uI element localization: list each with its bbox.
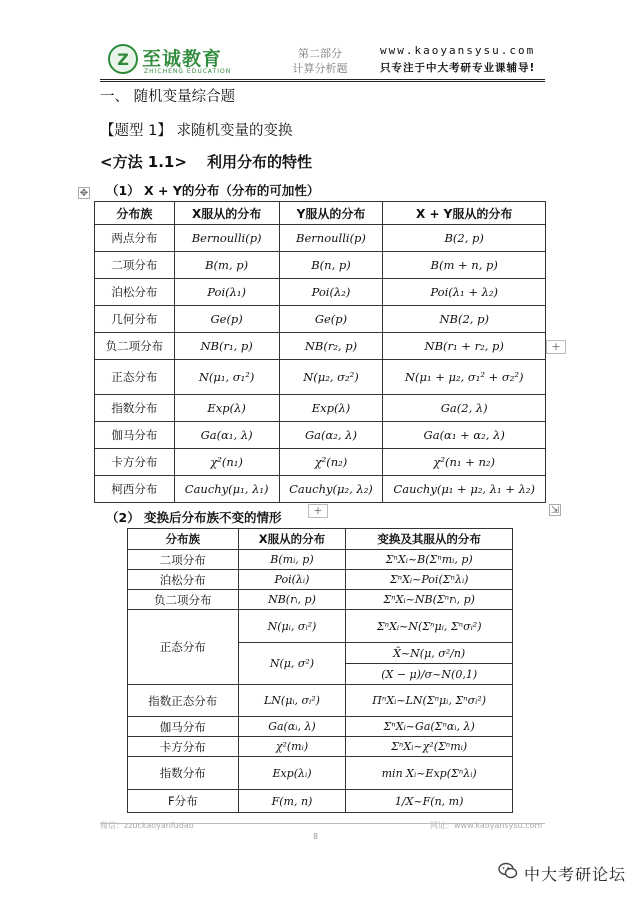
table-move-handle-icon[interactable]: ✥ xyxy=(79,188,89,199)
method-title-text: 利用分布的特性 xyxy=(206,153,312,171)
table-cell: NB(rᵢ, p) xyxy=(238,590,346,610)
table-row xyxy=(128,737,513,757)
table-cell: 卡方分布 xyxy=(95,449,175,476)
table-cell: ΠⁿXᵢ~LN(Σⁿμᵢ, Σⁿσᵢ²) xyxy=(346,685,513,717)
part1-title: （1） X + Y的分布（分布的可加性） xyxy=(106,183,320,198)
table-header-cell: X + Y服从的分布 xyxy=(383,202,546,225)
table-row xyxy=(95,306,546,333)
table-header-cell: 变换及其服从的分布 xyxy=(346,529,513,550)
table-cell: N(μ₁, σ₁²) xyxy=(174,360,279,395)
table-cell: 指数分布 xyxy=(95,395,175,422)
additivity-table xyxy=(94,201,546,503)
table-cell: 正态分布 xyxy=(95,360,175,395)
header-slogan: 只专注于中大考研专业课辅导! xyxy=(380,62,536,74)
table-row xyxy=(95,360,546,395)
table-row xyxy=(128,610,513,643)
table-cell: (X − μ)/σ~N(0,1) xyxy=(346,664,513,685)
table-cell: 正态分布 xyxy=(128,610,239,685)
logo-name: 至诚教育 xyxy=(142,48,223,70)
table-cell: ΣⁿXᵢ~NB(Σⁿrᵢ, p) xyxy=(346,590,513,610)
table-row xyxy=(95,422,546,449)
table-cell: B(mᵢ, p) xyxy=(238,550,346,570)
table-cell: χ²(n₂) xyxy=(279,449,383,476)
table-cell: Poi(λ₁) xyxy=(174,279,279,306)
page-number: 8 xyxy=(313,832,319,841)
table-cell: Poi(λ₂) xyxy=(279,279,383,306)
table-cell: N(μ₂, σ₂²) xyxy=(279,360,383,395)
table-cell: 几何分布 xyxy=(95,306,175,333)
table-row xyxy=(95,395,546,422)
logo-icon: Z xyxy=(108,44,138,74)
table-cell: B(m, p) xyxy=(174,252,279,279)
table-header-cell: Y服从的分布 xyxy=(279,202,383,225)
header-divider xyxy=(100,79,545,80)
footer-divider xyxy=(100,823,545,824)
table-row xyxy=(128,570,513,590)
table-cell: 指数分布 xyxy=(128,757,239,790)
table-cell: F分布 xyxy=(128,790,239,813)
table-cell: χ²(mᵢ) xyxy=(238,737,346,757)
closure-table xyxy=(127,528,513,813)
header-divider-2 xyxy=(100,81,545,82)
section-title: 一、 随机变量综合题 xyxy=(100,89,236,105)
table-cell: 伽马分布 xyxy=(128,717,239,737)
table-cell: F(m, n) xyxy=(238,790,346,813)
table-cell: NB(2, p) xyxy=(383,306,546,333)
footer-website: 网址：www.kaoyansysu.com xyxy=(430,821,543,830)
method-title xyxy=(100,151,312,172)
header-part-label: 第二部分 xyxy=(298,47,342,60)
table-cell: 指数正态分布 xyxy=(128,685,239,717)
table-header-cell: X服从的分布 xyxy=(238,529,346,550)
table-row xyxy=(128,790,513,813)
table-cell: 负二项分布 xyxy=(128,590,239,610)
table-cell: Ga(2, λ) xyxy=(383,395,546,422)
table-cell: Cauchy(μ₂, λ₂) xyxy=(279,476,383,503)
method-title-prefix: <方法 1.1> xyxy=(100,153,187,171)
table-resize-icon[interactable]: ⇲ xyxy=(550,505,560,516)
table-header-row xyxy=(128,529,513,550)
topic-title: 【题型 1】 求随机变量的变换 xyxy=(100,123,293,139)
header-url: www.kaoyansysu.com xyxy=(380,44,536,57)
wechat-icon xyxy=(498,862,518,880)
table-row xyxy=(95,252,546,279)
table-cell: N(μ, σ²) xyxy=(238,643,346,685)
table-cell: Cauchy(μ₁, λ₁) xyxy=(174,476,279,503)
table-row xyxy=(95,333,546,360)
table-cell: Bernoulli(p) xyxy=(174,225,279,252)
table-cell: N(μ₁ + μ₂, σ₁² + σ₂²) xyxy=(383,360,546,395)
table-row xyxy=(128,550,513,570)
table-cell: min Xᵢ~Exp(Σⁿλᵢ) xyxy=(346,757,513,790)
table-cell: ΣⁿXᵢ~Poi(Σⁿλᵢ) xyxy=(346,570,513,590)
table-cell: NB(r₁ + r₂, p) xyxy=(383,333,546,360)
table-cell: 两点分布 xyxy=(95,225,175,252)
table-cell: 1/X~F(n, m) xyxy=(346,790,513,813)
table-cell: 卡方分布 xyxy=(128,737,239,757)
table-cell: Ge(p) xyxy=(279,306,383,333)
table-cell: 泊松分布 xyxy=(95,279,175,306)
table-cell: ΣⁿXᵢ~N(Σⁿμᵢ, Σⁿσᵢ²) xyxy=(346,610,513,643)
table-cell: X̄~N(μ, σ²/n) xyxy=(346,643,513,664)
table-row xyxy=(95,476,546,503)
table-cell: Exp(λ) xyxy=(174,395,279,422)
table-cell: Poi(λᵢ) xyxy=(238,570,346,590)
table-row xyxy=(128,590,513,610)
table-row xyxy=(128,717,513,737)
header-part-title: 计算分析题 xyxy=(292,62,348,75)
table-cell: 伽马分布 xyxy=(95,422,175,449)
table-cell: 二项分布 xyxy=(95,252,175,279)
add-column-icon[interactable]: + xyxy=(546,340,566,354)
table-cell: ΣⁿXᵢ~Ga(Σⁿαᵢ, λ) xyxy=(346,717,513,737)
table-cell: Poi(λ₁ + λ₂) xyxy=(383,279,546,306)
table-cell: 泊松分布 xyxy=(128,570,239,590)
part2-title: （2） 变换后分布族不变的情形 xyxy=(106,510,282,525)
logo-subtitle: ZHICHENG EDUCATION xyxy=(144,68,232,75)
table-cell: B(2, p) xyxy=(383,225,546,252)
table-cell: 柯西分布 xyxy=(95,476,175,503)
table-cell: LN(μᵢ, σᵢ²) xyxy=(238,685,346,717)
table-cell: N(μᵢ, σᵢ²) xyxy=(238,610,346,643)
table-cell: ΣⁿXᵢ~B(Σⁿmᵢ, p) xyxy=(346,550,513,570)
watermark-text: 中大考研论坛 xyxy=(524,865,627,884)
table-row xyxy=(95,225,546,252)
add-row-icon[interactable]: + xyxy=(308,504,328,518)
table-header-row xyxy=(95,202,546,225)
header-part xyxy=(270,46,370,76)
table-cell: B(n, p) xyxy=(279,252,383,279)
table-cell: χ²(n₁ + n₂) xyxy=(383,449,546,476)
table-header-cell: 分布族 xyxy=(128,529,239,550)
table-cell: Exp(λ) xyxy=(279,395,383,422)
table-cell: 负二项分布 xyxy=(95,333,175,360)
table-cell: 二项分布 xyxy=(128,550,239,570)
table-cell: Exp(λᵢ) xyxy=(238,757,346,790)
table-cell: Ga(α₁ + α₂, λ) xyxy=(383,422,546,449)
table-cell: Bernoulli(p) xyxy=(279,225,383,252)
table-cell: Ga(αᵢ, λ) xyxy=(238,717,346,737)
table-cell: Cauchy(μ₁ + μ₂, λ₁ + λ₂) xyxy=(383,476,546,503)
table-row xyxy=(95,279,546,306)
footer-wechat: 微信：zzuckaoyanfudao xyxy=(100,821,194,830)
table-cell: ΣⁿXᵢ~χ²(Σⁿmᵢ) xyxy=(346,737,513,757)
table-cell: NB(r₂, p) xyxy=(279,333,383,360)
table-header-cell: X服从的分布 xyxy=(174,202,279,225)
table-cell: Ge(p) xyxy=(174,306,279,333)
table-header-cell: 分布族 xyxy=(95,202,175,225)
table-cell: B(m + n, p) xyxy=(383,252,546,279)
table-cell: NB(r₁, p) xyxy=(174,333,279,360)
table-row xyxy=(128,757,513,790)
table-cell: Ga(α₂, λ) xyxy=(279,422,383,449)
table-cell: χ²(n₁) xyxy=(174,449,279,476)
table-row xyxy=(95,449,546,476)
table-row xyxy=(128,685,513,717)
table-cell: Ga(α₁, λ) xyxy=(174,422,279,449)
